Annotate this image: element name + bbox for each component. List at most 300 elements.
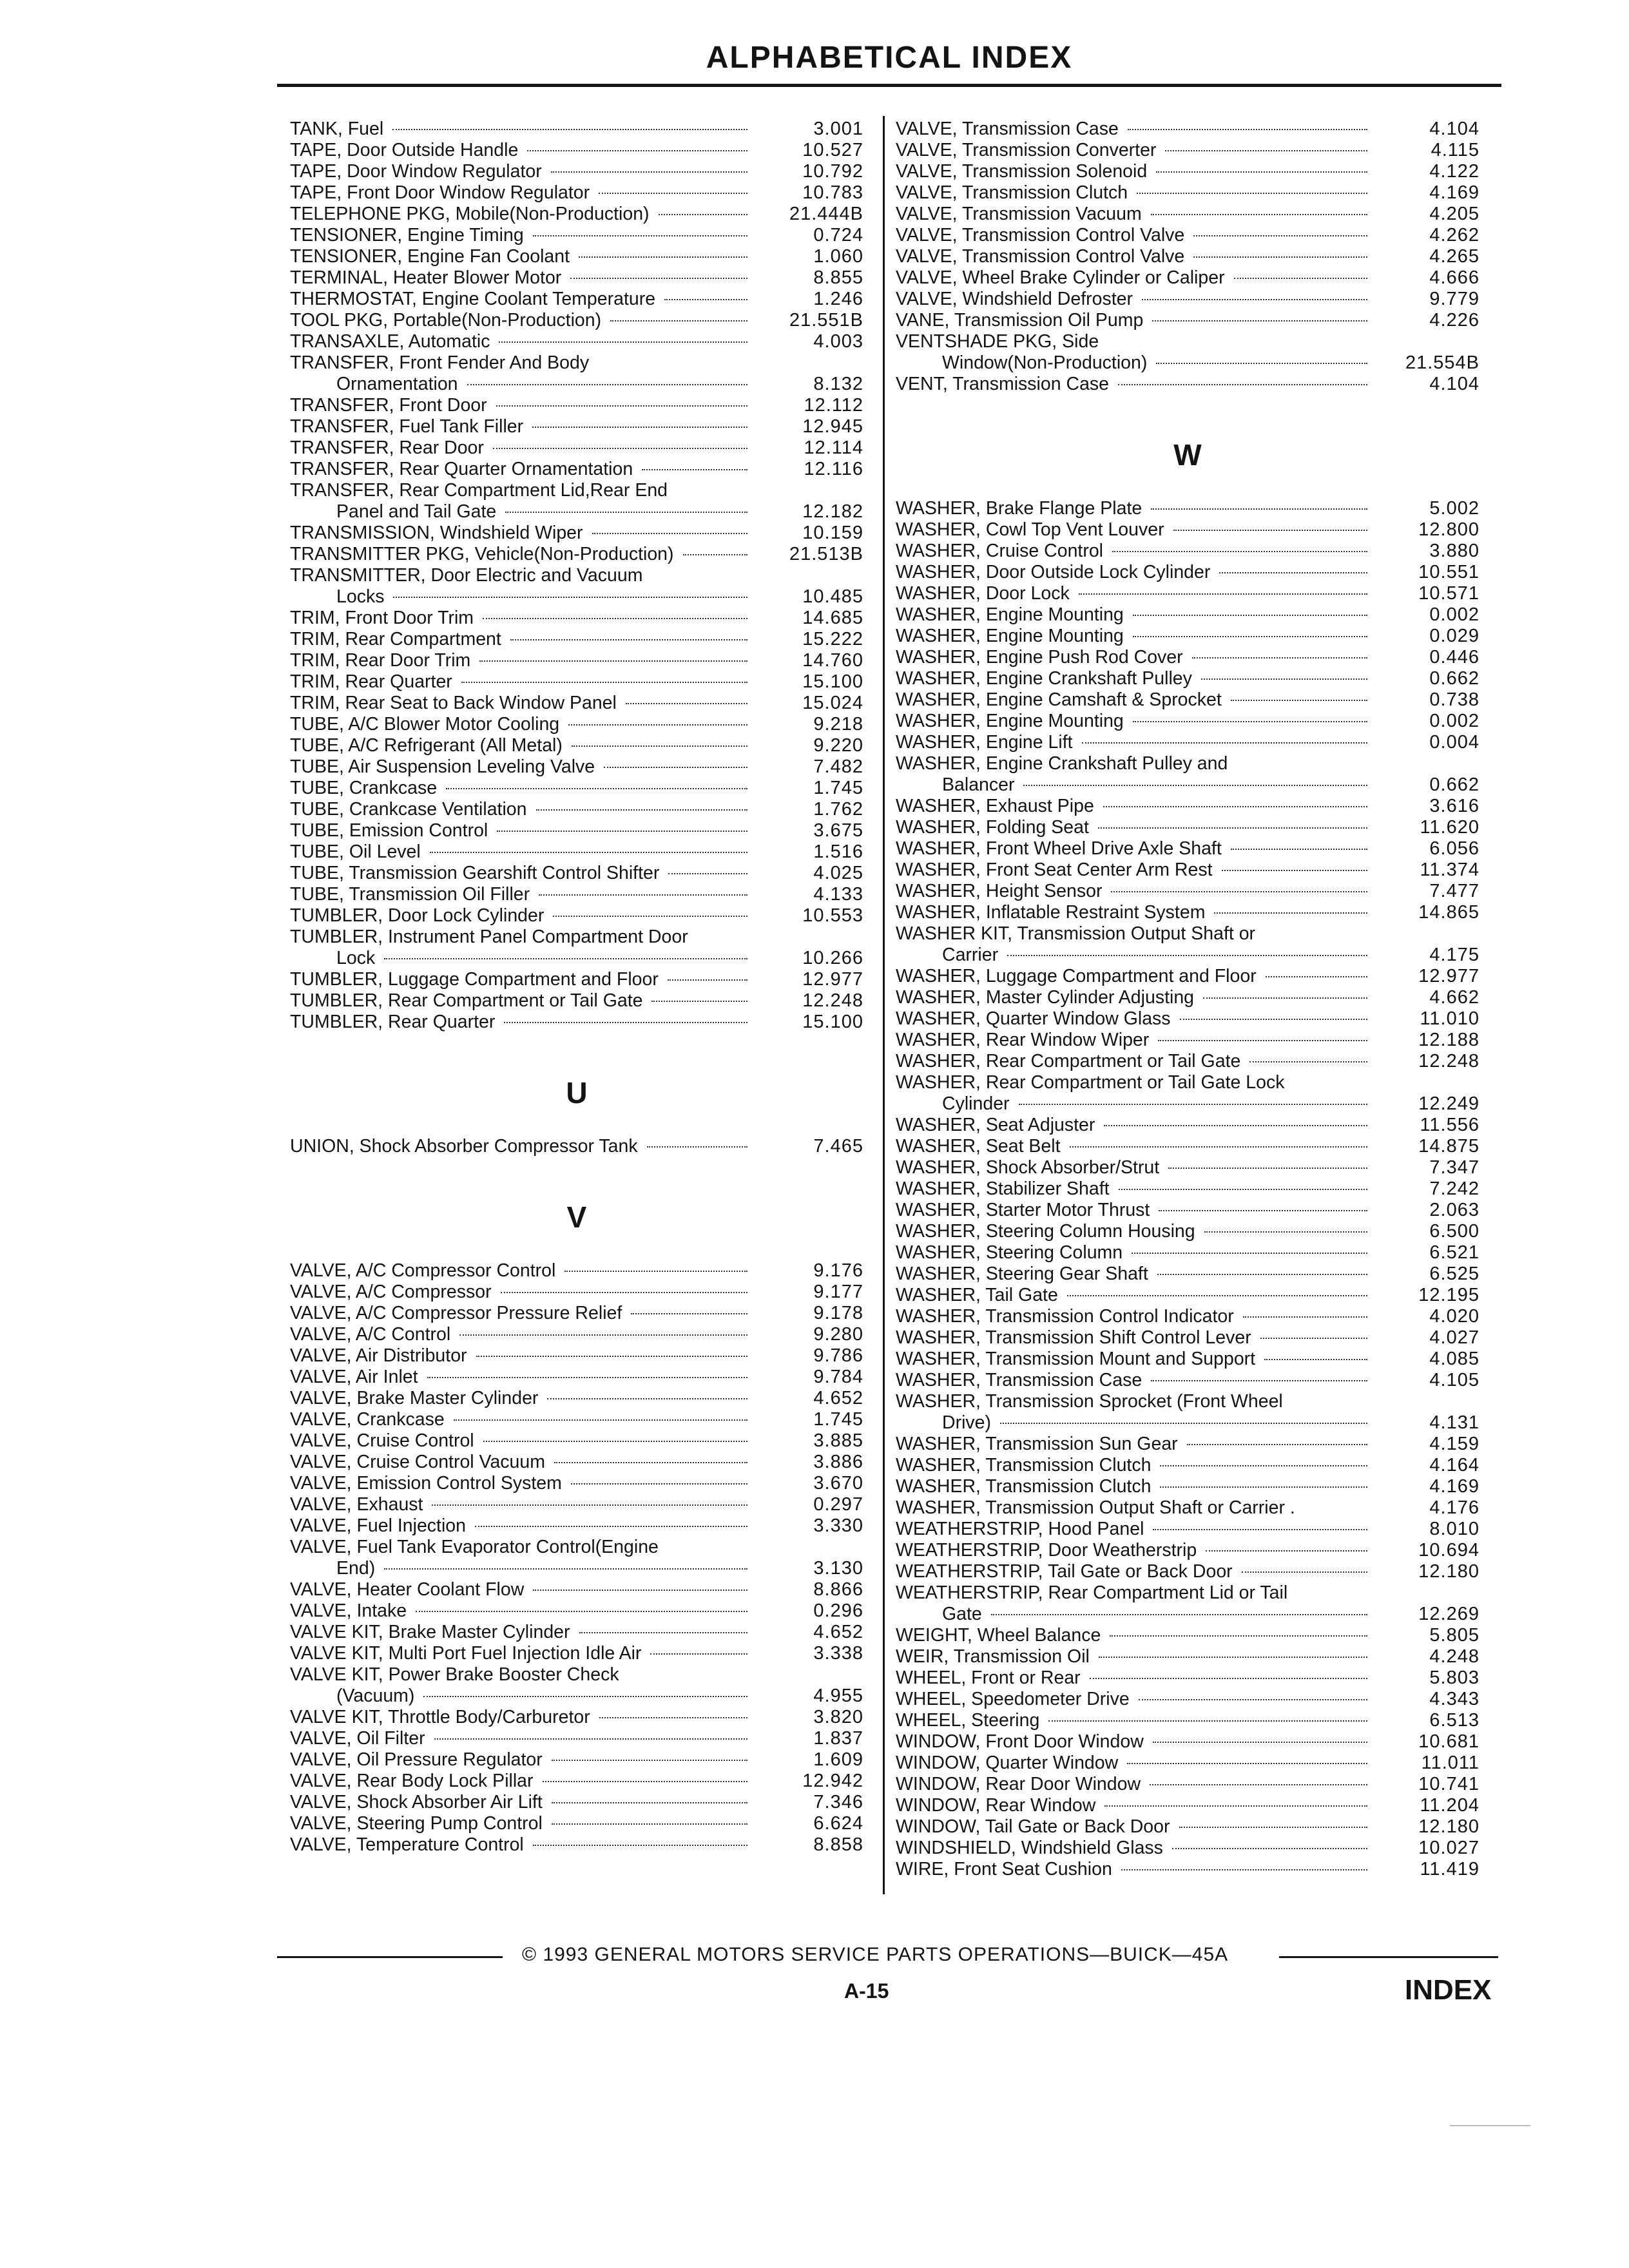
index-entry-label: VALVE, Transmission Control Valve [896,225,1185,245]
index-entry-line [896,182,1480,204]
dot-leader [1110,1635,1367,1637]
index-entry [290,1771,863,1792]
dot-leader [1121,1869,1367,1870]
index-entry-page-ref: 9.784 [813,1367,863,1387]
index-entry-page-ref: 12.248 [802,990,863,1011]
index-entry-line [896,331,1480,352]
index-entry-page-ref: 21.513B [789,544,863,564]
dot-leader [1204,1231,1367,1233]
index-entry [290,310,863,331]
dot-leader [1104,1805,1367,1807]
index-entry [896,902,1480,923]
dot-leader [659,213,747,215]
index-entry-page-ref: 12.800 [1418,519,1480,540]
index-entry [290,990,863,1012]
index-entry-label: VALVE, Heater Coolant Flow [290,1579,525,1600]
index-entry-label: WHEEL, Steering [896,1710,1040,1731]
index-entry-line [290,1792,863,1813]
index-entry-line [896,647,1480,668]
index-entry-page-ref: 1.246 [813,289,863,309]
index-entry-label: WASHER, Engine Crankshaft Pulley and [896,753,1228,774]
index-entry-line [290,480,863,501]
index-entry-line [896,1285,1480,1306]
index-entry-label: TRANSFER, Rear Quarter Ornamentation [290,459,633,479]
index-entry-label: WEATHERSTRIP, Rear Compartment Lid or Tail [896,1582,1288,1603]
index-entry-page-ref: 4.027 [1429,1327,1480,1348]
index-entry-label: WASHER, Transmission Mount and Support [896,1349,1256,1369]
index-entry [896,374,1480,395]
index-entry-line [290,331,863,352]
index-entry [290,1515,863,1537]
index-entry-label: WASHER, Inflatable Restraint System [896,902,1206,923]
index-entry [896,310,1480,331]
dot-leader [1132,1252,1367,1254]
index-entry-line [896,1072,1480,1093]
index-entry [290,778,863,799]
dot-leader [539,894,747,896]
index-entry-line [896,310,1480,331]
index-entry-line [896,1859,1480,1880]
dot-leader [483,617,747,619]
index-entry-page-ref: 0.296 [813,1600,863,1621]
index-entry-line [896,1731,1480,1753]
index-entry [290,480,863,523]
index-entry-line [290,1430,863,1452]
dot-leader [1222,869,1367,871]
dot-leader [647,1146,747,1148]
index-entry-page-ref: 4.122 [1429,161,1480,182]
index-entry-page-ref: 4.003 [813,331,863,352]
index-entry-line [290,416,863,437]
index-entry-label: WASHER, Engine Crankshaft Pulley [896,668,1192,689]
index-entry-line [896,689,1480,711]
index-entry-label: VALVE, Rear Body Lock Pillar [290,1771,534,1791]
index-entry [896,1753,1480,1774]
dot-leader [1128,128,1367,130]
index-entry [896,1221,1480,1242]
index-entry-page-ref: 12.945 [802,416,863,437]
dot-leader [483,1440,747,1442]
index-entry-page-ref: 15.100 [802,671,863,692]
dot-leader [1266,975,1367,977]
index-entry [896,498,1480,519]
dot-leader [1158,1039,1367,1041]
index-entry [896,1072,1480,1115]
dot-leader [427,1376,747,1378]
index-entry-line [896,1030,1480,1051]
index-entry-line [290,1388,863,1409]
index-entry-label: TRANSFER, Rear Compartment Lid,Rear End [290,480,668,501]
index-entry-page-ref: 6.525 [1429,1264,1480,1284]
index-entry [290,1834,863,1856]
index-entry [896,1816,1480,1838]
index-entry-line [896,1753,1480,1774]
index-entry-line [290,586,863,608]
index-entry-page-ref: 4.020 [1429,1306,1480,1327]
index-entry-page-ref: 12.182 [802,501,863,522]
index-entry-label: WINDOW, Rear Door Window [896,1774,1141,1794]
index-entry-label: WINDOW, Tail Gate or Back Door [896,1816,1170,1837]
index-entry-label: TOOL PKG, Portable(Non-Production) [290,310,602,331]
dot-leader [579,256,747,258]
index-entry-page-ref: 1.609 [813,1749,863,1770]
index-entry [896,1689,1480,1710]
index-entry-page-ref: 12.249 [1418,1093,1480,1114]
index-entry-label: WINDOW, Front Door Window [896,1731,1144,1752]
index-entry-label: TAPE, Front Door Window Regulator [290,182,590,203]
index-entry-label: Balancer [942,774,1015,795]
index-entry [290,565,863,608]
index-entry-line [290,246,863,267]
index-entry [290,1707,863,1728]
index-entry-line [896,541,1480,562]
index-entry-line [896,140,1480,161]
index-entry-line [896,1604,1480,1625]
dot-leader [1156,171,1367,173]
index-entry-page-ref: 11.374 [1420,860,1480,880]
index-entry-line [896,1157,1480,1178]
index-entry-page-ref: 12.942 [802,1771,863,1791]
index-entry-line [290,1282,863,1303]
index-entry [290,927,863,969]
dot-leader [533,1589,747,1591]
index-entry [290,1260,863,1282]
dot-leader [610,320,747,322]
index-entry-page-ref: 0.002 [1429,711,1480,731]
index-entry-page-ref: 3.670 [813,1473,863,1494]
index-entry-line [290,352,863,374]
index-entry-line [896,732,1480,753]
dot-leader [554,1461,747,1463]
index-entry-line [896,881,1480,902]
index-entry-label: TUBE, Oil Level [290,841,421,862]
dot-leader [1231,848,1367,850]
dot-leader [384,957,747,959]
dot-leader [1104,1124,1367,1126]
index-entry-line [896,225,1480,246]
index-entry-label: VENTSHADE PKG, Side [896,331,1099,352]
index-entry-page-ref: 12.977 [1418,966,1480,986]
index-entry-page-ref: 11.620 [1420,817,1480,838]
index-entry-label: VALVE, Transmission Solenoid [896,161,1148,182]
index-entry-page-ref: 0.297 [813,1494,863,1515]
index-entry-label: VALVE, Crankcase [290,1409,445,1430]
index-entry-line [290,1452,863,1473]
index-entry-page-ref: 4.248 [1429,1646,1480,1667]
index-entry-label: VALVE, Steering Pump Control [290,1813,543,1834]
index-entry [896,817,1480,838]
index-entry-page-ref: 8.010 [1429,1519,1480,1539]
index-entry-label: WASHER, Steering Gear Shaft [896,1264,1148,1284]
index-entry-page-ref: 10.681 [1418,1731,1480,1752]
index-entry [896,1306,1480,1327]
index-entry [290,969,863,990]
index-entry-line [896,289,1480,310]
index-entry-line [290,884,863,905]
dot-leader [1151,508,1367,510]
index-entry-line [290,289,863,310]
index-entry-line [896,119,1480,140]
dot-leader [1152,320,1367,322]
index-entry-label: TENSIONER, Engine Fan Coolant [290,246,570,267]
index-entry [290,544,863,565]
index-entry-line [896,1582,1480,1604]
index-entry-line [896,1710,1480,1731]
dot-leader [599,1716,747,1718]
index-entry-line [290,140,863,161]
index-entry-page-ref: 10.741 [1418,1774,1480,1794]
index-entry-page-ref: 1.762 [813,799,863,820]
index-entry [896,204,1480,225]
index-entry-label: WASHER, Starter Motor Thrust [896,1200,1150,1220]
index-entry-line [290,608,863,629]
index-entry-label: VALVE KIT, Throttle Body/Carburetor [290,1707,590,1727]
index-entry [896,541,1480,562]
index-entry-label: TAPE, Door Outside Handle [290,140,519,160]
index-entry-line [896,519,1480,541]
index-entry-label: WASHER, Seat Adjuster [896,1115,1095,1135]
dot-leader [1193,235,1367,236]
index-entry-label: Locks [336,586,385,607]
index-entry [896,1030,1480,1051]
index-entry-line [290,1494,863,1515]
index-entry-page-ref: 4.265 [1429,246,1480,267]
index-entry [896,1115,1480,1136]
index-entry-line [896,498,1480,519]
index-entry [896,1178,1480,1200]
index-entry-label: WIRE, Front Seat Cushion [896,1859,1112,1879]
index-entry-page-ref: 4.343 [1429,1689,1480,1709]
index-entry-label: VALVE, Transmission Converter [896,140,1157,160]
dot-leader [599,192,747,194]
index-entry [896,881,1480,902]
index-entry-label: VALVE, A/C Compressor [290,1282,492,1302]
index-entry-label: VENT, Transmission Case [896,374,1110,394]
index-entry-line [896,668,1480,689]
index-entry [896,753,1480,796]
index-entry-page-ref: 4.115 [1431,140,1480,160]
index-entry [896,796,1480,817]
index-entry-page-ref: 6.056 [1429,838,1480,859]
index-entry-page-ref: 10.527 [802,140,863,160]
index-entry-page-ref: 10.485 [802,586,863,607]
index-entry [290,905,863,927]
dot-leader [668,872,747,874]
index-entry [290,820,863,841]
index-entry-page-ref: 10.571 [1418,583,1480,604]
index-entry [896,647,1480,668]
dot-leader [683,553,747,555]
dot-leader [1156,362,1367,364]
index-entry-line [896,774,1480,796]
index-entry [290,1282,863,1303]
index-entry-page-ref: 11.010 [1420,1008,1480,1029]
index-entry-page-ref: 3.886 [813,1452,863,1472]
dot-leader [416,1610,747,1612]
index-entry-page-ref: 15.024 [802,693,863,713]
index-entry-label: TERMINAL, Heater Blower Motor [290,267,562,288]
index-entry-label: VALVE, Oil Filter [290,1728,425,1749]
index-entry-page-ref: 1.516 [813,841,863,862]
index-entry-page-ref: 12.195 [1418,1285,1480,1305]
index-entry-line [290,1728,863,1749]
index-entry-line [290,820,863,841]
dot-leader [493,447,747,449]
index-entry-label: WHEEL, Speedometer Drive [896,1689,1130,1709]
index-entry [896,860,1480,881]
index-entry [896,689,1480,711]
index-entry [290,352,863,395]
index-entry [290,1452,863,1473]
dot-leader [393,596,747,598]
index-entry [896,246,1480,267]
index-entry [896,1391,1480,1434]
index-entry-page-ref: 8.132 [813,374,863,394]
index-entry-label: WASHER, Shock Absorber/Strut [896,1157,1160,1178]
index-entry [290,884,863,905]
index-entry [896,140,1480,161]
index-entry-label: TUBE, A/C Blower Motor Cooling [290,714,560,735]
index-entry-line [896,1200,1480,1221]
dot-leader [1153,1741,1367,1743]
index-entry-line [290,1686,863,1707]
index-entry [896,1519,1480,1540]
dot-leader [1111,890,1367,892]
index-entry-page-ref: 12.977 [802,969,863,990]
index-entry-label: TRANSFER, Rear Door [290,437,484,458]
dot-leader [571,1483,747,1485]
index-entry-line [290,1473,863,1494]
index-entry-page-ref: 9.786 [813,1345,863,1366]
index-entry [290,863,863,884]
dot-leader [1231,699,1367,701]
index-entry-page-ref: 8.858 [813,1834,863,1855]
index-entry-page-ref: 4.262 [1429,225,1480,245]
index-entry-line [290,119,863,140]
index-entry [896,1200,1480,1221]
index-entry-page-ref: 4.205 [1429,204,1480,224]
dot-leader [570,277,747,279]
index-entry-line [896,1115,1480,1136]
index-entry-page-ref: 21.444B [789,204,863,224]
dot-leader [1201,678,1367,680]
index-entry [290,523,863,544]
index-entry-line [896,966,1480,987]
index-entry-label: VALVE, Fuel Injection [290,1515,467,1536]
index-entry-label: VALVE, Brake Master Cylinder [290,1388,539,1408]
index-entry [290,1136,863,1157]
index-entry [290,799,863,820]
index-entry-page-ref: 11.204 [1420,1795,1480,1816]
index-entry [290,1324,863,1345]
dot-leader [650,1653,747,1655]
index-entry-label: WASHER, Rear Window Wiper [896,1030,1150,1050]
index-entry-line [290,182,863,204]
index-entry-label: WASHER, Luggage Compartment and Floor [896,966,1257,986]
index-entry [290,693,863,714]
dot-leader [1173,529,1367,531]
index-entry-label: WASHER KIT, Transmission Output Shaft or [896,923,1256,944]
index-entry-page-ref: 8.866 [813,1579,863,1600]
dot-leader [532,426,747,428]
index-entry-line [290,565,863,586]
index-entry-line [290,1012,863,1033]
index-entry [896,1667,1480,1689]
index-entry-label: WHEEL, Front or Rear [896,1667,1081,1688]
dot-leader [1172,1847,1367,1849]
index-entry-page-ref: 6.500 [1429,1221,1480,1242]
index-entry [896,331,1480,374]
index-entry [896,1561,1480,1582]
index-entry-page-ref: 12.248 [1418,1051,1480,1072]
index-entry-label: WASHER, Engine Push Rod Cover [896,647,1183,668]
index-entry-line [896,1689,1480,1710]
index-entry-label: WINDSHIELD, Windshield Glass [896,1838,1163,1858]
index-entry-line [290,437,863,459]
index-entry-label: TUBE, Transmission Gearshift Control Shifter [290,863,660,883]
dot-leader [604,766,747,768]
index-entry-label: WASHER, Engine Camshaft & Sprocket [896,689,1222,710]
index-entry-line [290,544,863,565]
dot-leader [1150,1783,1367,1785]
index-entry-page-ref: 0.662 [1429,774,1480,795]
page-number: A-15 [844,1979,889,2003]
index-entry-page-ref: 12.180 [1418,1561,1480,1582]
dot-leader [552,1802,747,1803]
index-entry-label: TRANSMITTER, Door Electric and Vacuum [290,565,643,586]
index-entry-label: WASHER, Door Outside Lock Cylinder [896,562,1211,582]
index-entry-line [896,1178,1480,1200]
index-entry [896,1327,1480,1349]
index-entry [896,987,1480,1008]
index-entry [290,289,863,310]
index-entry-label: WASHER, Exhaust Pipe [896,796,1094,816]
index-entry-page-ref: 0.662 [1429,668,1480,689]
title-divider [277,84,1501,87]
dot-leader [476,1355,747,1357]
index-entry [896,1434,1480,1455]
index-entry-label: VANE, Transmission Oil Pump [896,310,1144,331]
index-entry-label: WASHER, Transmission Clutch [896,1455,1152,1475]
dot-leader [533,1844,747,1846]
index-entry-page-ref: 3.130 [813,1558,863,1579]
dot-leader [1165,149,1367,151]
index-entry-line [896,1051,1480,1072]
index-entry-line [290,756,863,778]
index-entry-label: WASHER, Brake Flange Plate [896,498,1142,519]
index-entry [290,437,863,459]
dot-leader [392,128,747,130]
index-column-left [290,119,863,1856]
index-entry-line [896,1008,1480,1030]
index-entry-line [290,1367,863,1388]
index-entry-label: VALVE, Windshield Defroster [896,289,1133,309]
index-entry-label: WASHER, Quarter Window Glass [896,1008,1171,1029]
index-entry-line [290,1260,863,1282]
dot-leader [551,171,747,173]
dot-leader [475,1525,747,1527]
index-entry-line [290,778,863,799]
dot-leader [1133,720,1367,722]
index-entry-label: VALVE, Transmission Case [896,119,1119,139]
dot-leader [631,1312,747,1314]
index-entry-line [290,735,863,756]
index-entry-line [290,1345,863,1367]
index-entry-label: TUBE, Transmission Oil Filler [290,884,530,905]
index-entry [896,1455,1480,1476]
index-entry [896,1795,1480,1816]
index-entry-page-ref: 7.242 [1429,1178,1480,1199]
